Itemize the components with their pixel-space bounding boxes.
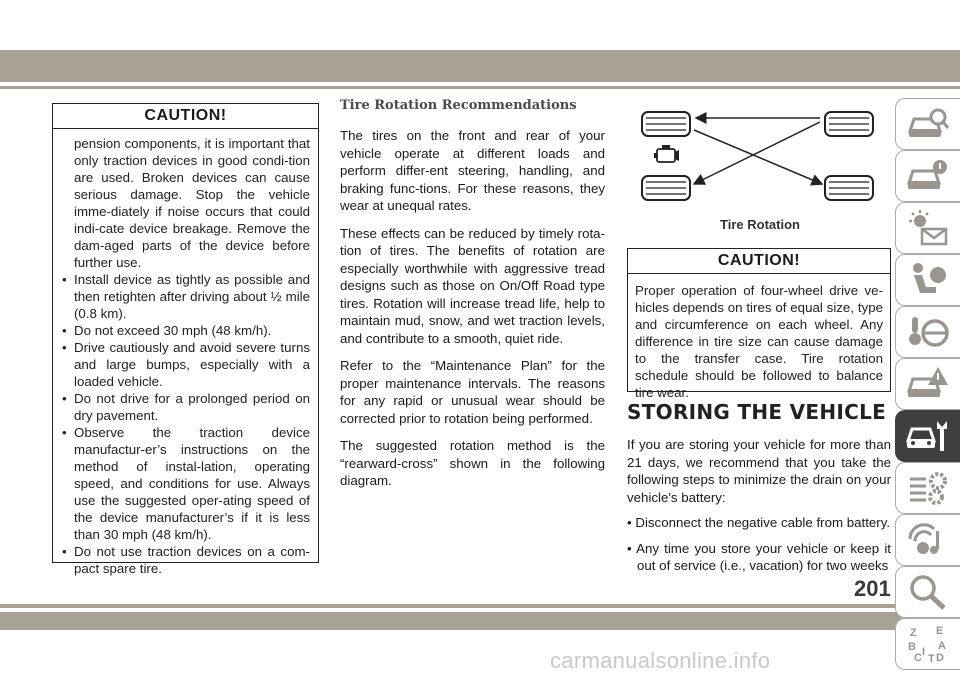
nav-tab-multimedia[interactable] — [895, 514, 960, 566]
paragraph: If you are storing your vehicle for more than 21 days, we recommend that you take the following steps to minimize the drain on your vehicle's battery: — [627, 437, 891, 505]
engine-icon — [654, 145, 679, 162]
tire-front-right — [825, 112, 873, 136]
bullet-item: • Any time you store your vehicle or keep it out of service (i.e., vacation) for two weeks — [627, 540, 891, 573]
airbag-seat-icon — [906, 261, 950, 299]
spec-gears-icon — [906, 469, 950, 507]
caution-title: CAUTION! — [628, 249, 890, 274]
section-heading: Tire Rotation Recommendations — [340, 98, 577, 113]
page-number: 201 — [854, 576, 891, 601]
header-band — [0, 50, 960, 82]
watermark: carmanualsonline.info — [550, 648, 771, 673]
svg-text:A: A — [938, 640, 946, 652]
paragraph: The suggested rotation method is the “rearward-cross” shown in the following diagram. — [340, 438, 605, 488]
tire-front-left — [642, 112, 690, 136]
nav-tab-spec-gears[interactable] — [895, 462, 960, 514]
svg-text:C: C — [914, 652, 922, 663]
arrow-cross-rear-right — [694, 130, 822, 184]
caution-bullet: • Do not drive for a prolonged period on dry pavement. — [61, 390, 310, 424]
car-search-icon — [906, 105, 950, 143]
caution-bullet: • Observe the traction device manufactur-er’s instructions on the method of instal-lation, operating speed, and conditions for use. Always use the suggested oper-ating speed of the device manufacturer’s if it is less than 30 mph (48 km/h). — [61, 424, 310, 543]
paragraph: Refer to the “Maintenance Plan” for the proper maintenance intervals. The reasons for any rapid or unusual wear should be corrected prior to rotation being performed. — [340, 358, 605, 426]
section-heading: STORING THE VEHICLE — [627, 400, 887, 424]
multimedia-icon — [906, 521, 950, 559]
warning-lights-icon — [906, 209, 950, 247]
tire-rear-left — [642, 176, 690, 200]
footer-rule — [0, 604, 960, 608]
caution-title: CAUTION! — [53, 104, 318, 129]
caution-box-left — [52, 103, 319, 576]
diagram-caption: Tire Rotation — [720, 217, 800, 232]
index-letters-icon — [906, 625, 950, 663]
caution-continuation: pension components, it is important that only traction devices in good condi-tion are used. Broken devices can cause serious damage. Stop the vehicle imme-diately if noise occurs that could indi-cate device breakage. Remove the dam-aged parts of the device before further use. — [74, 136, 310, 270]
paragraph: These effects can be reduced by timely rota-tion of tires. The benefits of rotation are especially worthwhile with aggressive tread designs such as those on On/Off Road type tires. Rotation will increase tread life, help to maintain mud, snow, and wet traction levels, and contribute to a smooth, quiet ride. — [340, 225, 605, 346]
header-rule — [0, 86, 960, 89]
car-wrench-icon — [906, 417, 950, 455]
nav-tab-index[interactable] — [895, 618, 960, 670]
nav-tab-car-info[interactable] — [895, 150, 960, 202]
search-icon — [906, 573, 950, 611]
car-info-icon — [906, 157, 950, 195]
nav-tab-steering-wheel[interactable] — [895, 306, 960, 358]
nav-tab-car-wrench[interactable] — [895, 410, 960, 462]
caution-bullet: • Do not exceed 30 mph (48 km/h). — [61, 322, 310, 339]
nav-tab-search[interactable] — [895, 566, 960, 618]
paragraph: The tires on the front and rear of your vehicle operate at different loads and perform differ-ent steering, handling, and braking func-tions. For these reasons, they wear at unequal rates. — [340, 128, 605, 213]
svg-text:B: B — [908, 641, 916, 653]
storing-section — [627, 436, 891, 583]
rotation-section — [340, 98, 605, 500]
bullet-item: • Disconnect the negative cable from battery. — [627, 515, 891, 530]
caution-bullet: • Do not use traction devices on a com-pact spare tire. — [61, 543, 310, 577]
caution-bullet: • Drive cautiously and avoid severe turns and large bumps, especially with a loaded vehicle. — [61, 339, 310, 390]
svg-text:E: E — [936, 625, 944, 637]
svg-text:T: T — [928, 653, 935, 663]
svg-text:D: D — [936, 652, 944, 663]
nav-tab-airbag-seat[interactable] — [895, 254, 960, 306]
caution-bullet-list — [61, 271, 310, 577]
caution-bullet: • Install device as tightly as possible and then retighten after driving about ½ mile (0.8 km). — [61, 271, 310, 322]
steering-wheel-icon — [906, 313, 950, 351]
tire-rear-right — [825, 176, 873, 200]
nav-tab-warning-lights[interactable] — [895, 202, 960, 254]
svg-text:I: I — [922, 646, 926, 658]
caution-box-right — [627, 248, 891, 400]
footer-band — [0, 612, 960, 630]
nav-tab-car-search[interactable] — [895, 98, 960, 150]
nav-tab-car-warning[interactable] — [895, 358, 960, 410]
car-warning-icon — [906, 365, 950, 403]
caution-text: Proper operation of four-wheel drive ve-hicles depends on tires of equal size, type and circumference on each wheel. Any difference in tire size can cause damage to the transfer case. Tire rotation schedule should be followed to balance tire wear. — [635, 283, 883, 400]
svg-text:Z: Z — [910, 627, 917, 639]
